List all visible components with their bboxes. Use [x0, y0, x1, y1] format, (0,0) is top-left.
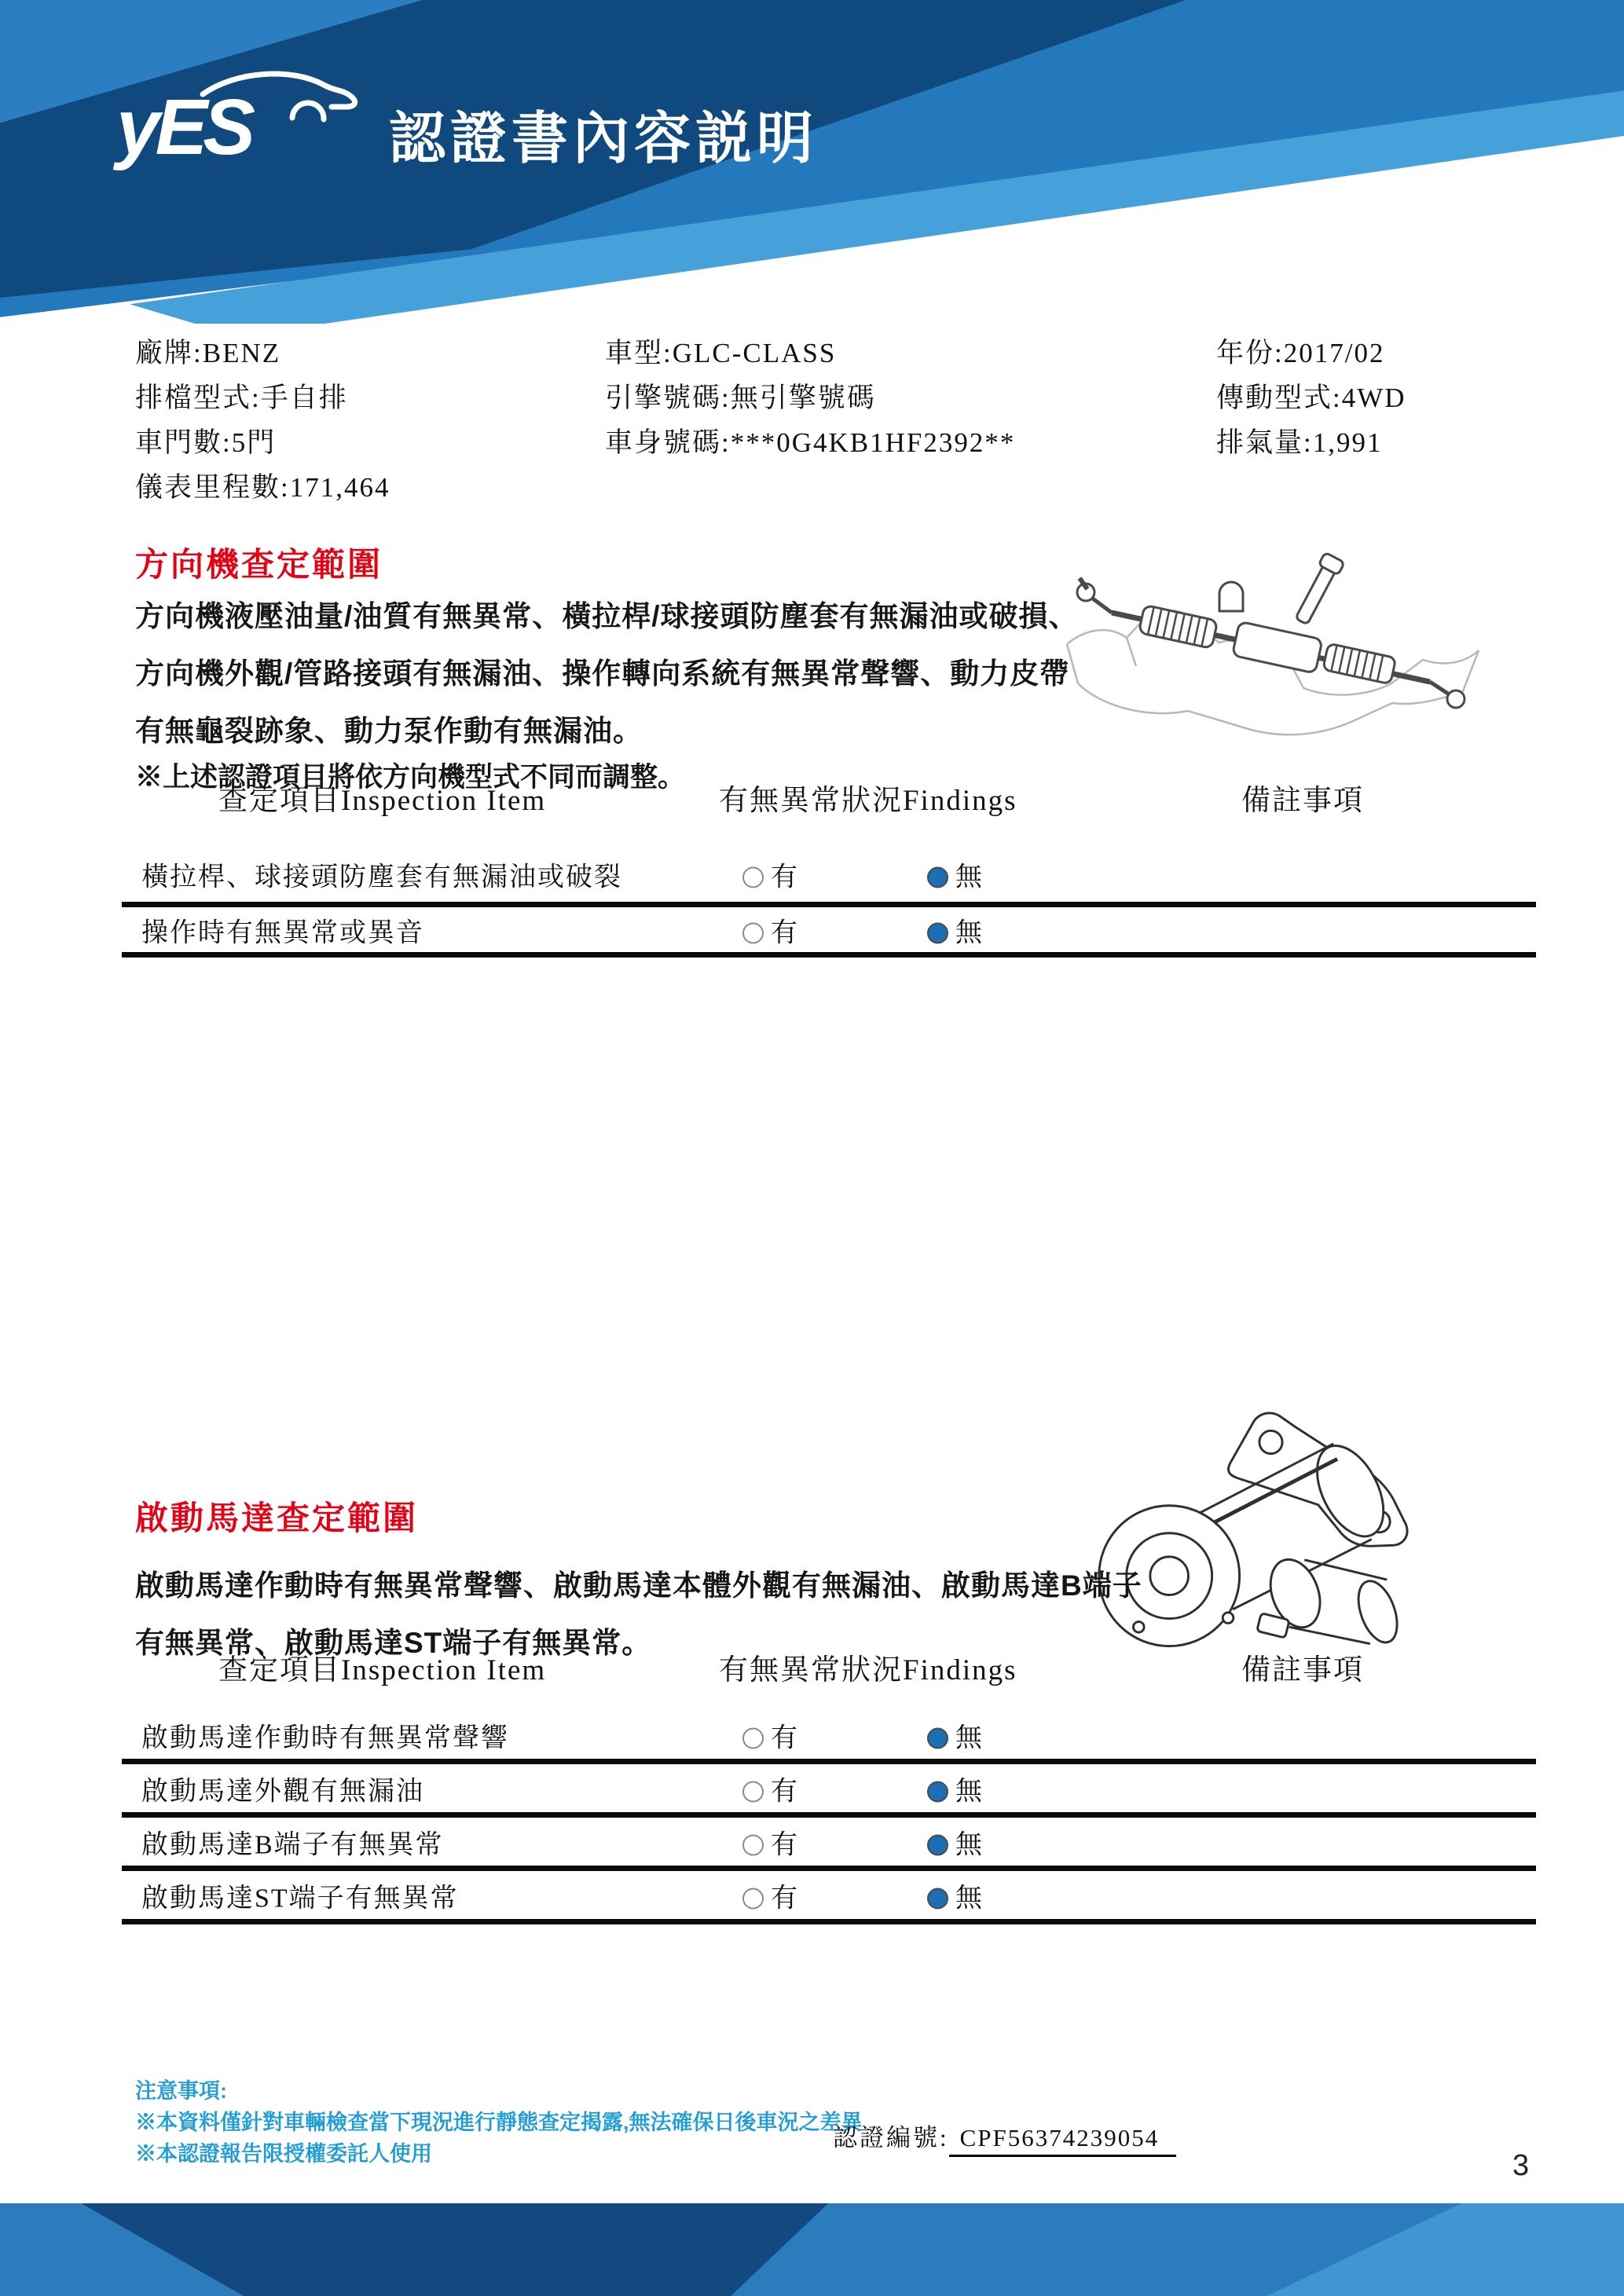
radio-unselected[interactable] [742, 1727, 764, 1749]
page-header [0, 0, 1624, 324]
table-row [122, 907, 1536, 958]
finding-option-abnormal: 有 [742, 1822, 799, 1861]
finding-option-normal: 無 [927, 910, 984, 949]
finding-option-normal: 無 [927, 1716, 984, 1754]
finding-option-abnormal: 有 [742, 1716, 799, 1754]
vehicle-info-item: 年份:2017/02 [1216, 338, 1385, 368]
vehicle-info-item: 傳動型式:4WD [1216, 383, 1406, 413]
inspection-item-label: 啟動馬達ST端子有無異常 [141, 1884, 459, 1913]
finding-option-abnormal: 有 [742, 1876, 799, 1914]
table2-header-remarks: 備註事項 [1241, 1654, 1364, 1686]
notice-line: ※本資料僅針對車輛檢查當下現況進行靜態查定揭露,無法確保日後車況之差異 [135, 2111, 863, 2134]
table1-header-item: 查定項目Inspection Item [218, 785, 547, 817]
inspection-item-label: 啟動馬達作動時有無異常聲響 [141, 1723, 509, 1752]
radio-unselected[interactable] [742, 1888, 764, 1909]
certificate-number-value: CPF56374239054 [949, 2124, 1177, 2157]
radio-selected[interactable] [927, 1888, 948, 1909]
radio-unselected[interactable] [742, 1834, 764, 1855]
vehicle-info-item: 引擎號碼:無引擎號碼 [605, 383, 876, 413]
description-line: 有無異常、啟動馬達ST端子有無異常。 [135, 1627, 652, 1659]
radio-unselected[interactable] [742, 1781, 764, 1802]
radio-selected[interactable] [927, 867, 948, 888]
notice-line: ※本認證報告限授權委託人使用 [135, 2142, 432, 2166]
table2-header-findings: 有無異常狀況Findings [719, 1654, 1017, 1686]
finding-option-abnormal: 有 [742, 855, 799, 894]
page-title: 認證書內容説明 [389, 108, 819, 170]
table-row [122, 1764, 1536, 1818]
vehicle-info-column-3 [1216, 331, 1406, 465]
radio-selected[interactable] [927, 1781, 948, 1802]
table-row [122, 1818, 1536, 1871]
vehicle-info-item: 車身號碼:***0G4KB1HF2392** [605, 427, 1016, 458]
vehicle-info-item: 儀表里程數:171,464 [135, 472, 390, 503]
radio-selected[interactable] [927, 1834, 948, 1855]
section-description-steering [135, 588, 1079, 760]
radio-selected[interactable] [927, 1727, 948, 1749]
steering-rack-illustration [1053, 540, 1493, 749]
notice-title: 注意事項: [135, 2079, 227, 2103]
logo-text: yES [116, 83, 251, 171]
car-wheel-icon [292, 103, 324, 119]
certificate-number [833, 2118, 1176, 2153]
description-line: 有無龜裂跡象、動力泵作動有無漏油。 [135, 715, 643, 747]
section-note-steering: ※上述認證項目將依方向機型式不同而調整。 [135, 762, 686, 793]
table-row [122, 847, 1536, 907]
finding-option-normal: 無 [927, 1769, 984, 1807]
finding-option-normal: 無 [927, 855, 984, 894]
finding-option-abnormal: 有 [742, 1769, 799, 1807]
table-row [122, 1711, 1536, 1764]
finding-option-normal: 無 [927, 1876, 984, 1914]
page-number: 3 [1512, 2149, 1530, 2182]
yes-logo [110, 61, 377, 183]
inspection-item-label: 啟動馬達B端子有無異常 [141, 1830, 444, 1859]
radio-unselected[interactable] [742, 922, 764, 943]
radio-unselected[interactable] [742, 867, 764, 888]
vehicle-info-item: 廠牌:BENZ [135, 338, 281, 368]
vehicle-info-column-1 [135, 331, 390, 510]
inspection-item-label: 啟動馬達外觀有無漏油 [141, 1777, 424, 1806]
section-title-steering: 方向機查定範圍 [135, 546, 383, 583]
table1-header-findings: 有無異常狀況Findings [719, 785, 1017, 817]
radio-selected[interactable] [927, 922, 948, 943]
vehicle-info-item: 車門數:5門 [135, 427, 277, 458]
finding-option-normal: 無 [927, 1822, 984, 1861]
vehicle-info-item: 排檔型式:手自排 [135, 383, 348, 413]
certificate-number-label: 認證編號: [833, 2124, 949, 2151]
vehicle-info-item: 排氣量:1,991 [1216, 427, 1383, 458]
vehicle-info-item: 車型:GLC-CLASS [605, 338, 837, 368]
table2-header-item: 查定項目Inspection Item [218, 1654, 547, 1686]
vehicle-info-column-2 [605, 331, 1015, 465]
section-title-starter: 啟動馬達查定範圍 [135, 1500, 419, 1536]
finding-option-abnormal: 有 [742, 910, 799, 949]
description-line: 啟動馬達作動時有無異常聲響、啟動馬達本體外觀有無漏油、啟動馬達B端子 [135, 1569, 1142, 1602]
description-line: 方向機外觀/管路接頭有無漏油、操作轉向系統有無異常聲響、動力皮帶 [135, 657, 1070, 690]
table-row [122, 1871, 1536, 1924]
footer-band [0, 2203, 1624, 2296]
description-line: 方向機液壓油量/油質有無異常、橫拉桿/球接頭防塵套有無漏油或破損、 [135, 600, 1079, 632]
table1-header-remarks: 備註事項 [1241, 785, 1364, 817]
inspection-item-label: 橫拉桿、球接頭防塵套有無漏油或破裂 [141, 862, 622, 892]
inspection-item-label: 操作時有無異常或異音 [141, 918, 424, 947]
